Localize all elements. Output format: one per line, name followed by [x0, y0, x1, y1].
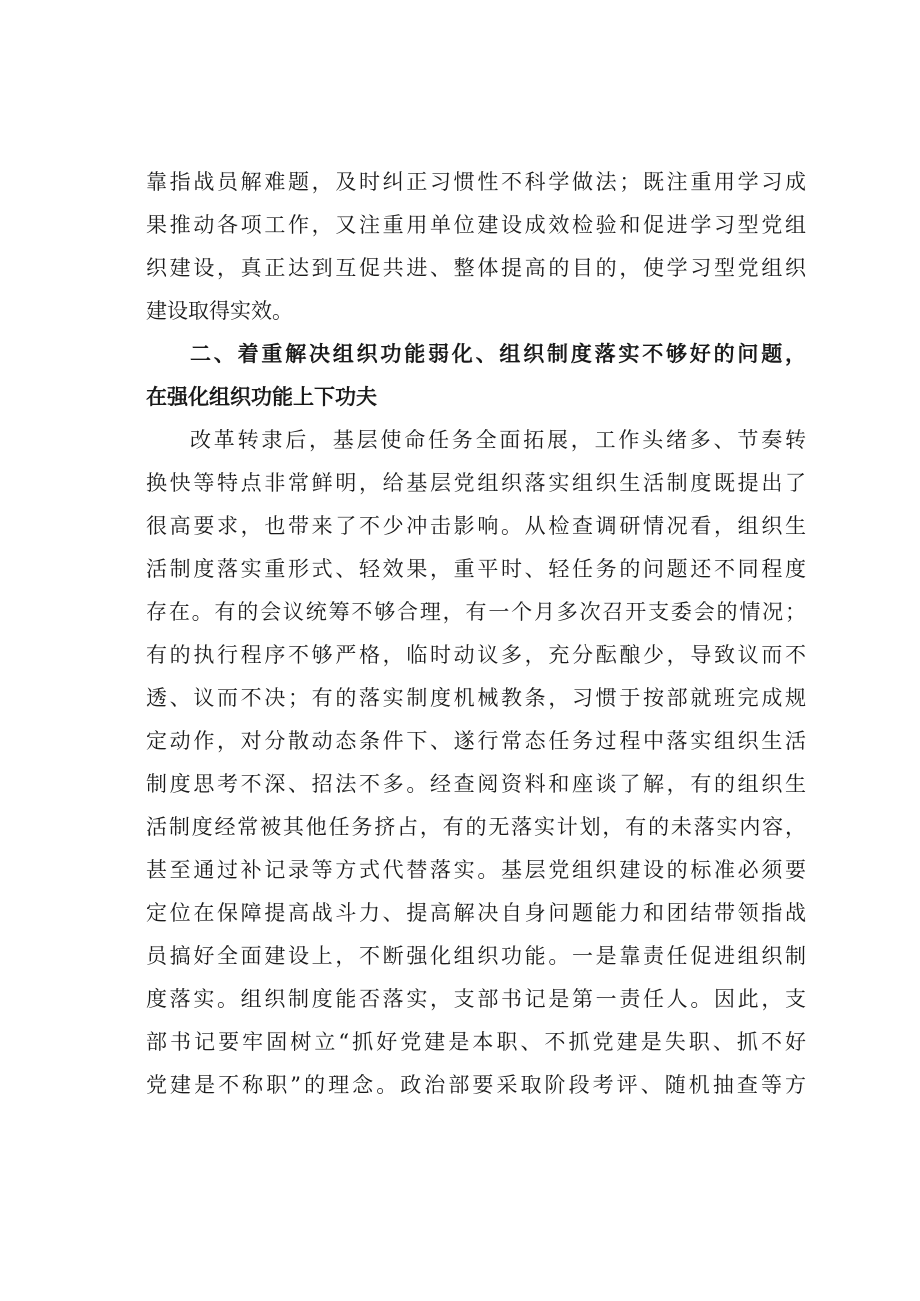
paragraph-2-line-3: 很高要求，也带来了不少冲击影响。从检查调研情况看，组织生: [146, 514, 806, 538]
section-heading-line-1: 二、着重解决组织功能弱化、组织制度落实不够好的问题，: [190, 342, 806, 366]
paragraph-2-line-2: 换快等特点非常鲜明，给基层党组织落实组织生活制度既提出了: [146, 471, 806, 495]
paragraph-2-line-11: 甚至通过补记录等方式代替落实。基层党组织建设的标准必须要: [146, 858, 806, 882]
paragraph-1-line-1: 靠指战员解难题，及时纠正习惯性不科学做法；既注重用学习成: [146, 170, 806, 194]
paragraph-2-line-1: 改革转隶后，基层使命任务全面拓展，工作头绪多、节奏转: [190, 428, 806, 452]
paragraph-2-line-4: 活制度落实重形式、轻效果，重平时、轻任务的问题还不同程度: [146, 557, 806, 581]
paragraph-1-line-4: 建设取得实效。: [146, 299, 293, 323]
paragraph-2-line-16: 党建是不称职”的理念。政治部要采取阶段考评、随机抽查等方: [146, 1073, 806, 1097]
paragraph-2-line-14: 度落实。组织制度能否落实，支部书记是第一责任人。因此，支: [146, 987, 806, 1011]
paragraph-2-line-7: 透、议而不决；有的落实制度机械教条，习惯于按部就班完成规: [146, 686, 806, 710]
paragraph-2-line-15: 部书记要牢固树立“抓好党建是本职、不抓党建是失职、抓不好: [146, 1030, 806, 1054]
paragraph-2-line-10: 活制度经常被其他任务挤占，有的无落实计划，有的未落实内容，: [146, 815, 806, 839]
paragraph-2-line-8: 定动作，对分散动态条件下、遂行常态任务过程中落实组织生活: [146, 729, 806, 753]
paragraph-2-line-6: 有的执行程序不够严格，临时动议多，充分酝酿少，导致议而不: [146, 643, 806, 667]
section-heading-line-2: 在强化组织功能上下功夫: [146, 385, 377, 409]
paragraph-1-line-3: 织建设，真正达到互促共进、整体提高的目的，使学习型党组织: [146, 256, 806, 280]
paragraph-2-line-9: 制度思考不深、招法不多。经查阅资料和座谈了解，有的组织生: [146, 772, 806, 796]
paragraph-1-line-2: 果推动各项工作，又注重用单位建设成效检验和促进学习型党组: [146, 213, 806, 237]
paragraph-2-line-13: 员搞好全面建设上，不断强化组织功能。一是靠责任促进组织制: [146, 944, 806, 968]
paragraph-2-line-5: 存在。有的会议统筹不够合理，有一个月多次召开支委会的情况；: [146, 600, 806, 624]
paragraph-2-line-12: 定位在保障提高战斗力、提高解决自身问题能力和团结带领指战: [146, 901, 806, 925]
